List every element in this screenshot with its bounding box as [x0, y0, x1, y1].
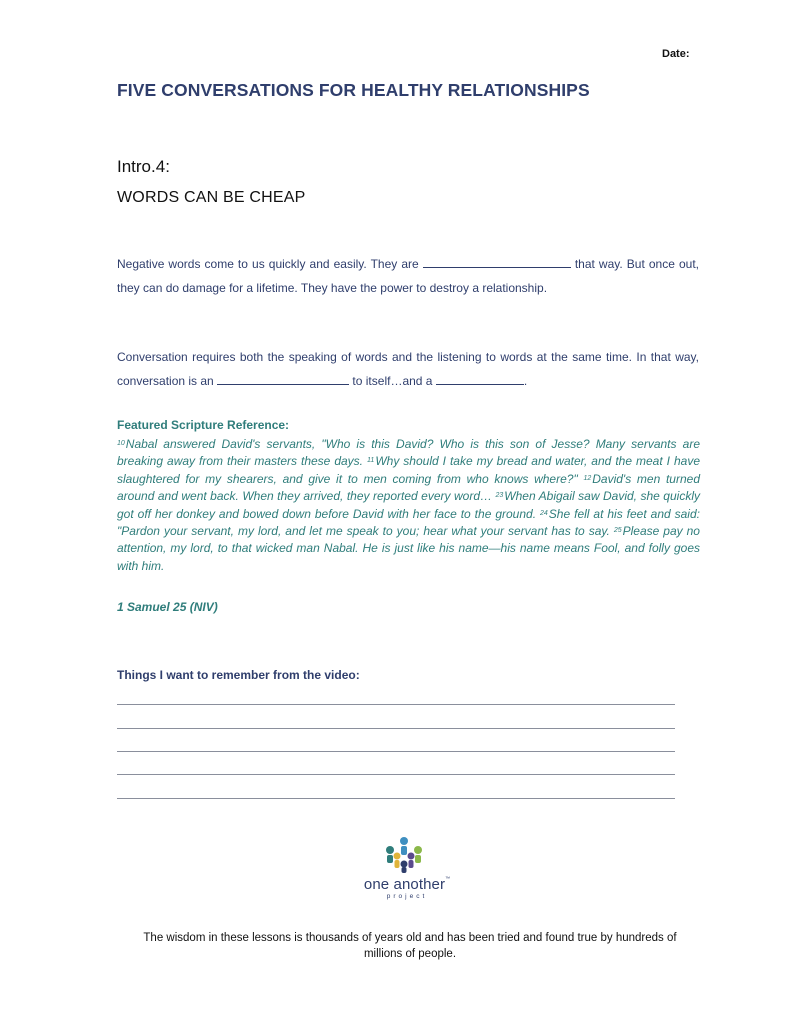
verse-number: 10 — [117, 440, 125, 447]
verse-text: Nabal answered David's servants, "Who is this David? Who is this son of Jesse? Many servants are breaking away from their masters these days. — [117, 437, 700, 469]
brand-wordmark — [342, 876, 472, 900]
verse-text: When Abigail saw David, she quickly got off her donkey and bowed down before David with her face to the ground. — [117, 489, 700, 521]
verse-number: 23 — [495, 492, 504, 500]
paragraph-text: Negative words come to us quickly and easily. They are — [117, 257, 419, 271]
verse-number: 24 — [540, 509, 548, 517]
verse-number: 11 — [367, 457, 375, 465]
verse-text: David's men turned around and went back. When they arrived, they reported every word… — [117, 471, 700, 504]
date-label: Date: — [662, 48, 690, 60]
note-line[interactable] — [117, 751, 675, 752]
paragraph-text: . — [523, 374, 528, 388]
lesson-number: Intro.4: — [117, 157, 170, 176]
paragraph-text: that way. But once out, they can do damage for a lifetime. They have the power to destroy a relationship. — [117, 257, 699, 295]
page-title: FIVE CONVERSATIONS FOR HEALTHY RELATIONSHIPS — [117, 80, 590, 100]
verse-number: 12 — [583, 474, 592, 482]
note-line[interactable] — [117, 774, 675, 775]
verse-text: Why should I take my bread and water, and the meat I have slaughtered for my shearers, and give it to men coming from who knows where?" — [117, 454, 700, 486]
verse-text: She fell at his feet and said: "Pardon your servant, my lord, and let me speak to you; hear what your servant has to say. — [117, 506, 700, 539]
lesson-title: WORDS CAN BE CHEAP — [117, 189, 306, 206]
brand-subtitle: project — [386, 893, 428, 900]
paragraph-text: to itself…and a — [352, 374, 433, 388]
fill-in-blank[interactable] — [436, 373, 524, 385]
scripture-citation: 1 Samuel 25 (NIV) — [117, 600, 218, 614]
verse-text: Please pay no attention, my lord, to that wicked man Nabal. He is just like his name—his name means Fool, and folly goes with him. — [117, 524, 700, 573]
note-line[interactable] — [117, 798, 675, 799]
paragraph-text: Conversation requires both the speaking of words and the listening to words at the same time. In that way, conversation is an — [117, 350, 699, 388]
one-another-logo-icon — [382, 836, 426, 874]
scripture-heading: Featured Scripture Reference: — [117, 418, 290, 432]
brand-name: one another — [363, 876, 446, 893]
note-line[interactable] — [117, 728, 675, 729]
trademark-mark: ™ — [445, 876, 451, 882]
footer-text: The wisdom in these lessons is thousands of years old and has been tried and found true by hundreds of millions of people. — [143, 932, 677, 960]
fill-in-blank[interactable] — [217, 373, 349, 385]
paragraph-negative-words — [117, 252, 699, 300]
notes-heading: Things I want to remember from the video: — [117, 668, 360, 682]
verse-number: 25 — [613, 527, 622, 535]
paragraph-conversation — [117, 345, 699, 393]
scripture-passage — [117, 436, 700, 575]
fill-in-blank[interactable] — [423, 256, 571, 268]
note-line[interactable] — [117, 704, 675, 705]
